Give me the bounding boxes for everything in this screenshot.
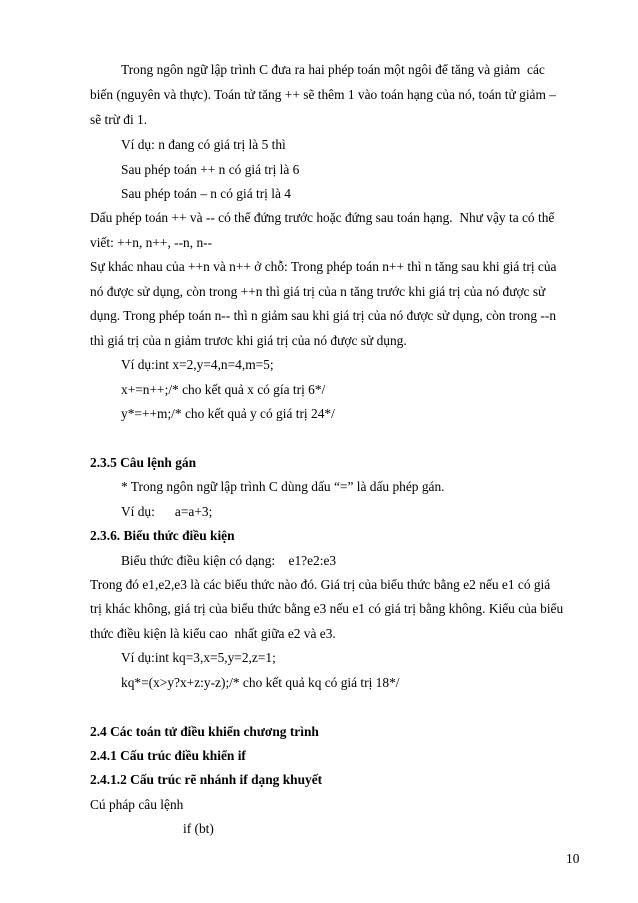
example-line: Sau phép toán ++ n có giá trị là 6 [121, 162, 300, 177]
example-line: Ví dụ: n đang có giá trị là 5 thì [121, 137, 286, 152]
section-heading: 2.4 Các toán tử điều khiển chương trình [90, 724, 319, 739]
section-heading: 2.3.5 Câu lệnh gán [90, 455, 197, 470]
code-line: if (bt) [183, 821, 214, 836]
page-number: 10 [566, 851, 580, 866]
code-line: Ví dụ:int kq=3,x=5,y=2,z=1; [121, 650, 276, 665]
paragraph-line: Dấu phép toán ++ và -- có thể đứng trước hoặc đứng sau toán hạng. Như vậy ta có thể [90, 210, 555, 225]
section-heading: 2.4.1.2 Cấu trúc rẽ nhánh if dạng khuyết [90, 772, 323, 787]
paragraph-line: biến (nguyên và thực). Toán tử tăng ++ sẽ thêm 1 vào toán hạng của nó, toán tử giảm – [90, 87, 556, 102]
paragraph-line: Trong đó e1,e2,e3 là các biểu thức nào đó. Giá trị của biểu thức bằng e2 nếu e1 có giá [90, 577, 551, 592]
code-line: Ví dụ:int x=2,y=4,n=4,m=5; [121, 357, 274, 372]
section-heading: 2.4.1 Cấu trúc điều khiển if [90, 748, 246, 763]
paragraph-line: * Trong ngôn ngữ lập trình C dùng dấu “=” là dấu phép gán. [121, 479, 445, 494]
paragraph-line: dụng. Trong phép toán n-- thì n giảm sau khi giá trị của nó được sử dụng, còn trong --n [90, 308, 557, 323]
example-line: Sau phép toán – n có giá trị là 4 [121, 186, 291, 201]
paragraph-line: sẽ trừ đi 1. [90, 112, 148, 127]
paragraph-line: trị khác không, giá trị của biểu thức bằng e3 nếu e1 có giá trị bằng không. Kiểu của biểu [90, 601, 564, 616]
paragraph-line: Sự khác nhau của ++n và n++ ở chỗ: Trong phép toán n++ thì n tăng sau khi giá trị của [90, 259, 557, 274]
code-line: y*=++m;/* cho kết quả y có giá trị 24*/ [121, 406, 335, 421]
code-line: Ví dụ: a=a+3; [121, 504, 213, 519]
paragraph-line: thức điều kiện là kiểu cao nhất giữa e2 và e3. [90, 626, 336, 641]
paragraph-line: Trong ngôn ngữ lập trình C đưa ra hai phép toán một ngôi để tăng và giảm các [121, 62, 545, 77]
code-line: kq*=(x>y?x+z:y-z);/* cho kết quả kq có giá trị 18*/ [121, 675, 400, 690]
paragraph-line: nó được sử dụng, còn trong ++n thì giá trị của n tăng trước khi giá trị của nó được sử [90, 284, 546, 299]
paragraph-line: Cú pháp câu lệnh [90, 797, 184, 812]
paragraph-line: thì giá trị của n giảm trươc khi giá trị của nó được sử dụng. [90, 333, 407, 348]
paragraph-line: viết: ++n, n++, --n, n-- [90, 235, 213, 250]
paragraph-line: Biểu thức điều kiện có dạng: e1?e2:e3 [121, 553, 337, 568]
section-heading: 2.3.6. Biểu thức điều kiện [90, 528, 235, 543]
code-line: x+=n++;/* cho kết quả x có gía trị 6*/ [121, 382, 326, 397]
